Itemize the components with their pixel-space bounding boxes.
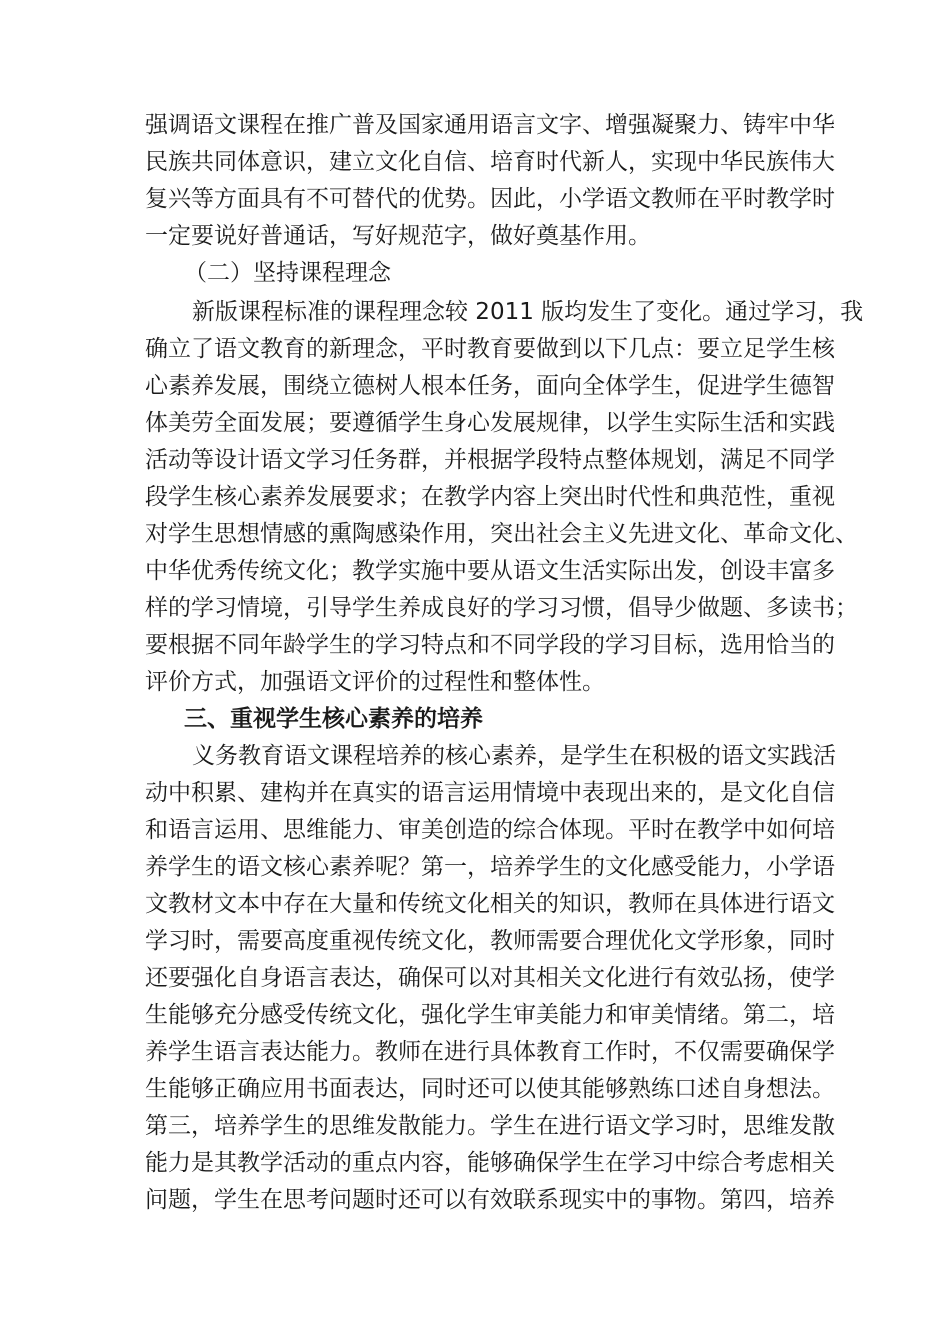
- paragraph-line: 生能够充分感受传统文化，强化学生审美能力和审美情绪。第二，培: [145, 1002, 835, 1028]
- paragraph-line: 民族共同体意识，建立文化自信、培育时代新人，实现中华民族伟大: [145, 149, 835, 175]
- paragraph-line: 要根据不同年龄学生的学习特点和不同学段的学习目标，选用恰当的: [145, 632, 835, 658]
- paragraph-line: 评价方式，加强语文评价的过程性和整体性。: [145, 669, 605, 695]
- paragraph-line: 强调语文课程在推广普及国家通用语言文字、增强凝聚力、铸牢中华: [145, 112, 835, 138]
- paragraph-line: 养学生的语文核心素养呢？第一，培养学生的文化感受能力，小学语: [145, 854, 835, 880]
- paragraph-line: 文教材文本中存在大量和传统文化相关的知识，教师在具体进行语文: [145, 891, 835, 917]
- paragraph-line: 问题，学生在思考问题时还可以有效联系现实中的事物。第四，培养: [145, 1187, 835, 1213]
- paragraph-line: 确立了语文教育的新理念，平时教育要做到以下几点：要立足学生核: [145, 336, 835, 362]
- paragraph-line: 动中积累、建构并在真实的语言运用情境中表现出来的，是文化自信: [145, 780, 835, 806]
- paragraph-line: 学习时，需要高度重视传统文化，教师需要合理优化文学形象，同时: [145, 928, 835, 954]
- paragraph-line: 生能够正确应用书面表达，同时还可以使其能够熟练口述自身想法。: [145, 1076, 835, 1102]
- paragraph-line: 体美劳全面发展；要遵循学生身心发展规律，以学生实际生活和实践: [145, 410, 835, 436]
- paragraph-line: 第三，培养学生的思维发散能力。学生在进行语文学习时，思维发散: [145, 1113, 835, 1139]
- section-heading: （二）坚持课程理念: [184, 260, 391, 286]
- paragraph-line: 段学生核心素养发展要求；在教学内容上突出时代性和典范性，重视: [145, 484, 835, 510]
- paragraph-line: 活动等设计语文学习任务群，并根据学段特点整体规划，满足不同学: [145, 447, 835, 473]
- section-heading: 三、重视学生核心素养的培养: [184, 706, 483, 732]
- paragraph-line: 养学生语言表达能力。教师在进行具体教育工作时，不仅需要确保学: [145, 1039, 835, 1065]
- paragraph-line: 复兴等方面具有不可替代的优势。因此，小学语文教师在平时教学时: [145, 186, 835, 212]
- paragraph-line: 和语言运用、思维能力、审美创造的综合体现。平时在教学中如何培: [145, 817, 835, 843]
- paragraph-line: 义务教育语文课程培养的核心素养，是学生在积极的语文实践活: [192, 743, 836, 769]
- paragraph-line: 能力是其教学活动的重点内容，能够确保学生在学习中综合考虑相关: [145, 1150, 835, 1176]
- paragraph-line: 心素养发展，围绕立德树人根本任务，面向全体学生，促进学生德智: [145, 373, 835, 399]
- paragraph-line: 新版课程标准的课程理念较 2011 版均发生了变化。通过学习，我: [192, 299, 864, 325]
- paragraph-line: 中华优秀传统文化；教学实施中要从语文生活实际出发，创设丰富多: [145, 558, 835, 584]
- paragraph-line: 对学生思想情感的熏陶感染作用，突出社会主义先进文化、革命文化、: [145, 521, 858, 547]
- paragraph-line: 一定要说好普通话，写好规范字，做好奠基作用。: [145, 223, 651, 249]
- paragraph-line: 样的学习情境，引导学生养成良好的学习习惯，倡导少做题、多读书；: [145, 595, 858, 621]
- paragraph-line: 还要强化自身语言表达，确保可以对其相关文化进行有效弘扬，使学: [145, 965, 835, 991]
